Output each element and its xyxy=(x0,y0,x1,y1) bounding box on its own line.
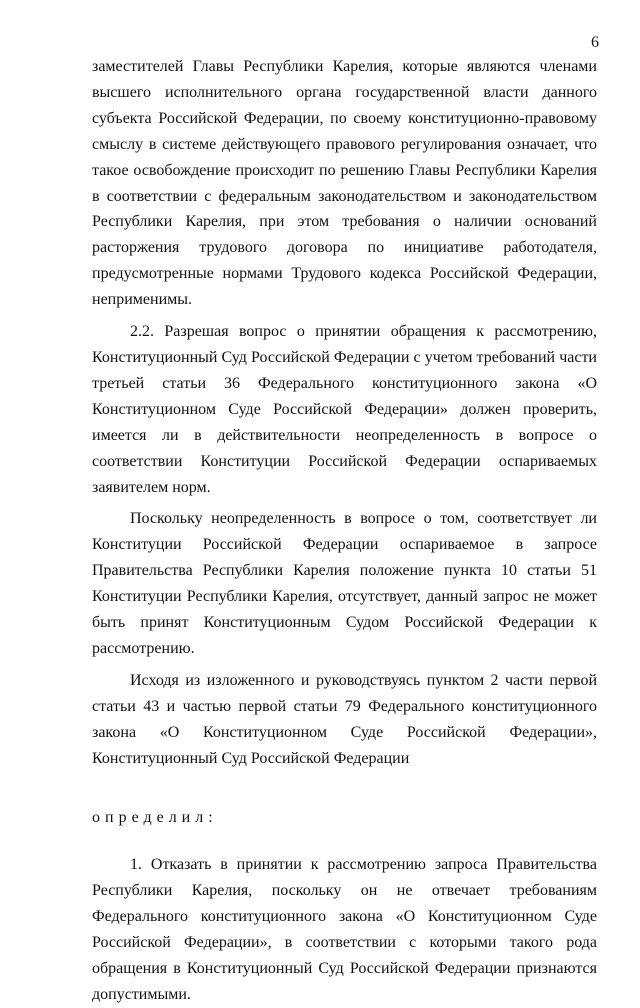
paragraph-2-2: 2.2. Разрешая вопрос о принятии обращения к рассмотрению, Конституционный Суд Российской Федерации с учетом требований части третьей статьи 36 Федерального конституционного закона «О Конституционном Суде Российской Федерации» должен проверить, имеется ли в действительности неопределенность в вопросе о соответствии Конституции Российской Федерации оспариваемых заявителем норм. xyxy=(92,323,597,496)
resolution-paragraph: 1. Отказать в принятии к рассмотрению запроса Правительства Республики Карелия, поскольку он не отвечает требованиям Федерального конституционного закона «О Конституционном Суде Российской Федерации», в соответствии с которыми такого рода обращения в Конституционный Суд Российской Федерации признаются допустимыми. xyxy=(92,856,597,1003)
page-number: 6 xyxy=(591,34,599,51)
decree-heading: определил: xyxy=(92,809,218,827)
paragraph-proceeding-basis: Исходя из изложенного и руководствуясь пунктом 2 части первой статьи 43 и частью первой статьи 79 Федерального конституционного закона «О Конституционном Суде Российской Федерации», Конституционный Суд Российской Федерации xyxy=(92,671,597,767)
document-body xyxy=(92,54,597,1008)
paragraph-continuation: заместителей Главы Республики Карелия, которые являются членами высшего исполнительного органа государственной власти данного субъекта Российской Федерации, по своему конституционно-правовому смыслу в системе действующего правового регулирования означает, что такое освобождение происходит по решению Главы Республики Карелия в соответствии с федеральным законодательством и законодательством Республики Карелия, при этом требования о наличии оснований расторжения трудового договора по инициативе работодателя, предусмотренные нормами Трудового кодекса Российской Федерации, неприменимы. xyxy=(92,58,597,309)
paragraph-uncertainty: Поскольку неопределенность в вопросе о том, соответствует ли Конституции Российской Федерации оспариваемое в запросе Правительства Республики Карелия положение пункта 10 статьи 51 Конституции Республики Карелия, отсутствует, данный запрос не может быть принят Конституционным Судом Российской Федерации к рассмотрению. xyxy=(92,510,597,657)
